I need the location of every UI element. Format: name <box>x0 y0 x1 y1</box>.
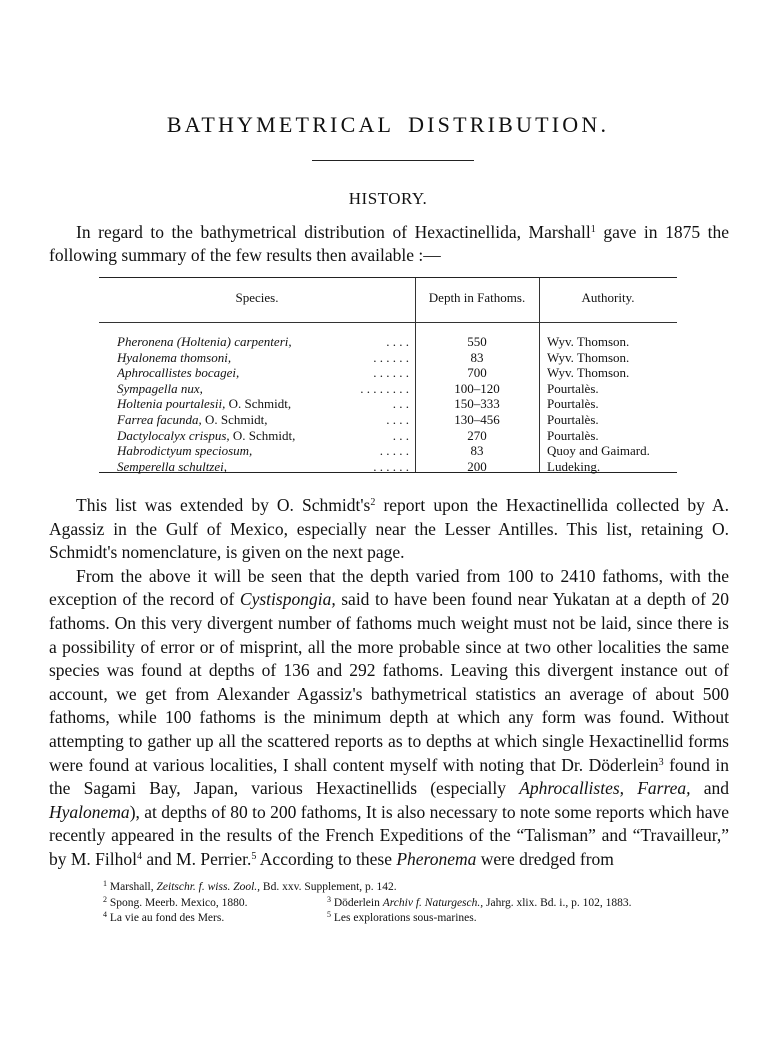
depth-cell: 200 <box>467 458 487 474</box>
leader-dots: . . . . . <box>379 443 409 459</box>
species-author: O. Schmidt, <box>229 427 296 443</box>
italic-term: Aphrocallistes, Farrea, <box>519 778 691 799</box>
title-divider <box>312 160 474 161</box>
table-row <box>99 334 677 350</box>
authority-cell: Wyv. Thomson. <box>547 365 630 381</box>
species-name: Aphrocallistes bocagei, <box>117 365 240 381</box>
text: were dredged from <box>476 848 614 869</box>
authority-cell: Pourtalès. <box>547 396 599 412</box>
footnote <box>103 911 723 927</box>
species-name: Pheronena (Holtenia) carpenteri, <box>117 334 292 349</box>
text: ), at depths of 80 to 200 fathoms, It is also necessary to note some reports which have recently appeared in the results of the French Expeditions of the “Talisman” and “Travailleur,” by M. Filhol <box>49 801 729 869</box>
table-body <box>99 334 677 474</box>
column-header-depth: Depth in Fathoms. <box>428 290 526 305</box>
italic-term: Pheronema <box>396 848 477 869</box>
footnote-number: 2 <box>103 894 107 904</box>
body-text <box>49 494 729 872</box>
column-header-species: Species. <box>235 290 279 305</box>
table-row <box>99 443 677 459</box>
species-name: Hyalonema thomsoni, <box>117 349 232 365</box>
footnote-ref: 3 <box>658 756 664 768</box>
footnote-text: Les explorations sous-marines. <box>331 912 477 924</box>
table-row <box>99 381 677 397</box>
footnote <box>103 896 723 912</box>
footnote-number: 5 <box>327 910 331 919</box>
leader-dots: . . . . . . <box>373 458 409 474</box>
leader-dots: . . . <box>392 427 409 443</box>
text: said to have been found near Yukatan at a depth of 20 fathoms. On this very divergent number of fathoms much weight must not be laid, since there is a possibility of error or of misprint, all the more probable since at two other localities the same species was found at depths of 136 and 292 fathoms. Leaving this divergent instance out of account, we get from Alexander Agassiz's bathymetrical statistics an average of about 500 fathoms, while 100 fathoms is the minimum depth at which any form was found. Without attempting to gather up all the scattered reports as to depths at which single Hexactinellid forms were found at various localities, I shall content myself with noting that Dr. Döderlein <box>49 589 729 775</box>
paragraph <box>49 494 729 565</box>
intro-text: gave in 1875 the following summary of the few results then available :— <box>49 222 729 265</box>
species-name: Sympagella nux, <box>117 380 203 396</box>
authority-cell: Pourtalès. <box>547 380 599 396</box>
authority-cell: Wyv. Thomson. <box>547 334 630 349</box>
leader-dots: . . . . . . . . <box>360 380 409 396</box>
footnote-text: La vie au fond des Mers. <box>107 912 225 924</box>
depth-cell: 83 <box>470 443 484 459</box>
header-divider <box>99 322 677 323</box>
depth-cell: 270 <box>467 427 487 443</box>
table-row <box>99 459 677 475</box>
text: This list was extended by O. Schmidt's <box>76 495 371 515</box>
table-row <box>99 365 677 381</box>
authority-cell: Wyv. Thomson. <box>547 349 630 365</box>
footnote-number: 1 <box>103 879 107 888</box>
footnote-text: Marshall, <box>107 881 157 893</box>
leader-dots: . . . <box>392 396 409 412</box>
intro-paragraph <box>49 221 729 267</box>
species-table <box>99 277 677 473</box>
species-name: Dactylocalyx crispus, <box>117 427 230 443</box>
footnote-italic: Zeitschr. f. wiss. Zool., <box>156 881 261 893</box>
footnote-text: Jahrg. xlix. Bd. i., p. 102, 1883. <box>483 896 632 909</box>
footnote <box>103 880 723 896</box>
italic-term: Hyalonema <box>49 801 130 822</box>
species-name: Semperella schultzei, <box>117 458 227 474</box>
page-title: BATHYMETRICAL DISTRIBUTION. <box>166 112 610 137</box>
footnote <box>327 896 631 912</box>
species-name: Farrea facunda, <box>117 411 202 427</box>
text: found in the Sagami Bay, Japan, various Hexactinellids (especially <box>49 754 729 799</box>
footnotes <box>103 880 723 927</box>
depth-cell: 83 <box>470 349 484 365</box>
depth-cell: 700 <box>467 365 487 381</box>
depth-cell: 550 <box>467 334 487 349</box>
footnote-number: 4 <box>103 910 107 919</box>
italic-term: Cystispongia, <box>239 589 336 610</box>
column-header-authority: Authority. <box>581 290 635 305</box>
footnote-text: Bd. xxv. Supplement, p. 142. <box>260 881 397 893</box>
text: and M. Perrier. <box>142 848 252 869</box>
species-name: Holtenia pourtalesii, <box>117 396 226 412</box>
text: From the above it will be seen that the depth varied from 100 to 2410 fathoms, with the exception of the record of <box>49 565 729 610</box>
paragraph <box>49 565 729 872</box>
leader-dots: . . . . . . <box>373 349 409 365</box>
footnote-number: 3 <box>327 894 331 904</box>
table-row <box>99 396 677 412</box>
authority-cell: Pourtalès. <box>547 427 599 443</box>
depth-cell: 100–120 <box>454 380 500 396</box>
footnote-text: Döderlein <box>331 896 383 909</box>
footnote <box>327 911 477 927</box>
table-row <box>99 350 677 366</box>
section-heading: HISTORY. <box>348 189 428 208</box>
species-author: O. Schmidt, <box>225 396 292 412</box>
footnote-italic: Archiv f. Naturgesch., <box>382 896 484 909</box>
authority-cell: Quoy and Gaimard. <box>547 443 650 459</box>
species-name: Habrodictyum speciosum, <box>117 443 253 459</box>
table-row <box>99 412 677 428</box>
intro-text: In regard to the bathymetrical distribution of Hexactinellida, Marshall <box>76 222 591 242</box>
authority-cell: Ludeking. <box>547 458 601 474</box>
depth-cell: 150–333 <box>454 396 500 412</box>
leader-dots: . . . . <box>386 411 409 427</box>
footnote-ref: 5 <box>251 850 257 862</box>
table-row <box>99 428 677 444</box>
species-author: O. Schmidt, <box>201 411 268 427</box>
depth-cell: 130–456 <box>454 411 500 427</box>
leader-dots: . . . . . . <box>373 365 409 381</box>
text: According to these <box>256 848 397 869</box>
footnote-ref: 2 <box>370 497 376 508</box>
text: report upon the Hexactinellida collected by A. Agassiz in the Gulf of Mexico, especially near the Lesser Antilles. This list, retaining O. Schmidt's nomenclature, is given on the next page. <box>49 495 729 563</box>
text: and <box>690 778 729 799</box>
authority-cell: Pourtalès. <box>547 411 599 427</box>
footnote-ref: 1 <box>590 224 596 235</box>
leader-dots: . . . . <box>386 334 409 349</box>
footnote-text: Spong. Meerb. Mexico, 1880. <box>107 896 248 909</box>
footnote-ref: 4 <box>137 850 143 862</box>
